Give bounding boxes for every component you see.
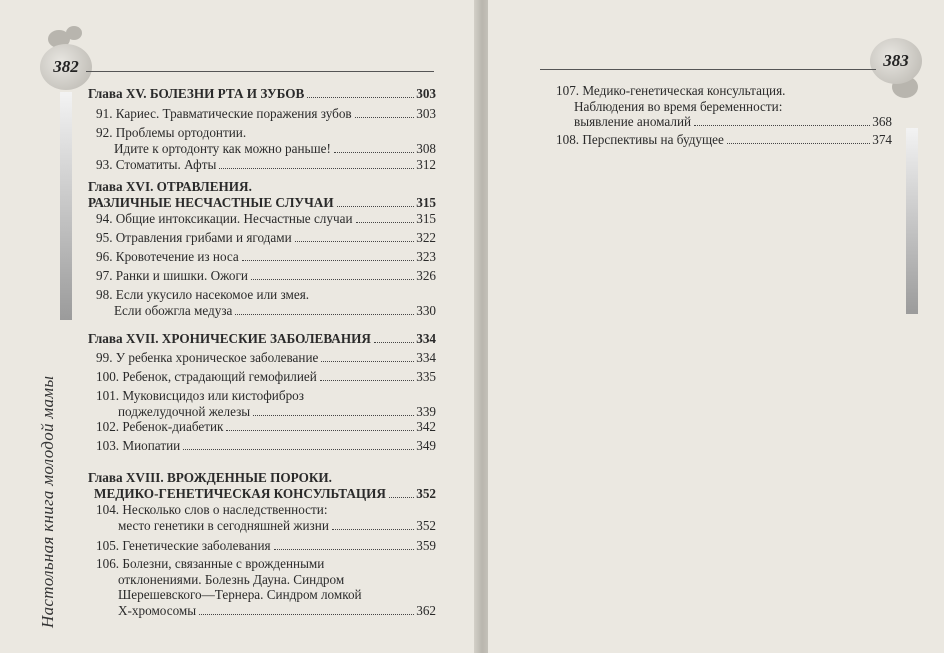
- toc-entry-title: 106. Болезни, связанные с врожденными: [96, 556, 325, 571]
- dot-leader: [321, 361, 414, 362]
- dot-leader: [274, 549, 415, 550]
- toc-entry-title: 95. Отравления грибами и ягодами: [96, 230, 292, 245]
- right-page: [488, 0, 944, 653]
- toc-section-entry: [96, 556, 436, 618]
- dot-leader: [251, 279, 414, 280]
- toc-entry-title: Х-хромосомы: [118, 602, 197, 618]
- toc-page-number: 339: [416, 403, 436, 419]
- toc-page-number: 312: [416, 157, 436, 172]
- dot-leader: [389, 497, 414, 498]
- toc-section-entry: [96, 230, 436, 246]
- toc-entry-title: 104. Несколько слов о наследственности:: [96, 502, 328, 517]
- toc-page-number: 342: [416, 419, 436, 434]
- toc-page-number: 326: [416, 268, 436, 283]
- toc-entry-title: МЕДИКО-ГЕНЕТИЧЕСКАЯ КОНСУЛЬТАЦИЯ: [94, 485, 386, 501]
- page-number: 383: [870, 38, 922, 84]
- toc-page-number: 322: [416, 230, 436, 245]
- toc-section-entry: [96, 268, 436, 284]
- toc-entry-title: место генетики в сегодняшней жизни: [118, 517, 329, 533]
- toc-entry-title: отклонениями. Болезнь Дауна. Синдром: [118, 571, 345, 587]
- toc-chapter-entry: [88, 331, 436, 347]
- toc-section-entry: [96, 157, 436, 173]
- toc-section-entry: [96, 106, 436, 122]
- toc-entry-title: Шерешевского—Тернера. Синдром ломкой: [118, 587, 362, 602]
- toc-section-entry: [556, 132, 892, 148]
- toc-section-entry: [96, 438, 436, 454]
- toc-entry-title: 96. Кровотечение из носа: [96, 249, 239, 264]
- toc-entry-title: 102. Ребенок-диабетик: [96, 419, 224, 434]
- toc-page-number: 303: [416, 86, 436, 101]
- toc-section-entry: [96, 502, 436, 533]
- toc-entry-title: 97. Ранки и шишки. Ожоги: [96, 268, 248, 283]
- toc-entry-title: поджелудочной железы: [118, 403, 251, 419]
- header-rule: [540, 69, 876, 70]
- dot-leader: [242, 260, 414, 261]
- toc-page-number: 303: [416, 106, 436, 121]
- dot-leader: [356, 222, 415, 223]
- page-number: 382: [40, 44, 92, 90]
- dot-leader: [332, 529, 414, 530]
- toc-section-entry: [96, 125, 436, 156]
- toc-page-number: 308: [416, 140, 436, 156]
- toc-entry-title: выявление аномалий: [574, 114, 692, 129]
- toc-section-entry: [96, 419, 436, 435]
- toc-section-entry: [556, 83, 892, 130]
- dot-leader: [183, 449, 414, 450]
- book-title-vertical: Настольная книга молодой мамы: [38, 375, 57, 628]
- side-gradient-bar: [60, 92, 72, 320]
- toc-entry-title: 103. Миопатии: [96, 438, 181, 453]
- toc-page-number: 334: [416, 350, 436, 365]
- toc-entry-title: 100. Ребенок, страдающий гемофилией: [96, 369, 317, 384]
- toc-page-number: 352: [416, 517, 436, 533]
- toc-page-number: 359: [416, 538, 436, 553]
- toc-section-entry: [96, 388, 436, 419]
- page-number-ornament: [66, 26, 82, 40]
- toc-page-number: 315: [416, 211, 436, 226]
- toc-page-number: 349: [416, 438, 436, 453]
- header-rule: [86, 71, 434, 72]
- toc-page-number: 334: [416, 331, 436, 346]
- dot-leader: [694, 125, 870, 126]
- toc-entry-title: Глава XVIII. ВРОЖДЕННЫЕ ПОРОКИ.: [88, 470, 332, 485]
- toc-entry-title: 98. Если укусило насекомое или змея.: [96, 287, 310, 302]
- toc-entry-title: 101. Муковисцидоз или кистофиброз: [96, 388, 304, 403]
- dot-leader: [374, 342, 414, 343]
- toc-entry-title: Идите к ортодонту как можно раньше!: [114, 140, 331, 156]
- toc-page-number: 362: [416, 602, 436, 618]
- toc-entry-title: РАЗЛИЧНЫЕ НЕСЧАСТНЫЕ СЛУЧАИ: [88, 194, 334, 210]
- toc-page-number: 374: [872, 132, 892, 147]
- toc-entry-title: 99. У ребенка хроническое заболевание: [96, 350, 319, 365]
- toc-page-number: 330: [416, 302, 436, 318]
- toc-entry-title: Если обожгла медуза: [114, 302, 233, 318]
- toc-entry-title: Глава XVI. ОТРАВЛЕНИЯ.: [88, 179, 252, 194]
- toc-page-number: 368: [872, 114, 892, 129]
- toc-section-entry: [96, 287, 436, 318]
- toc-chapter-entry: [88, 470, 436, 501]
- dot-leader: [320, 380, 414, 381]
- side-gradient-bar: [906, 128, 918, 314]
- toc-section-entry: [96, 538, 436, 554]
- toc-entry-title: Глава XV. БОЛЕЗНИ РТА И ЗУБОВ: [88, 86, 305, 101]
- dot-leader: [334, 152, 414, 153]
- dot-leader: [337, 206, 415, 207]
- toc-entry-title: 91. Кариес. Травматические поражения зубов: [96, 106, 352, 121]
- toc-page-number: 315: [416, 194, 436, 210]
- dot-leader: [226, 430, 414, 431]
- dot-leader: [727, 143, 870, 144]
- dot-leader: [235, 314, 414, 315]
- toc-entry-title: Наблюдения во время беременности:: [574, 98, 783, 114]
- toc-chapter-entry: [88, 179, 436, 210]
- toc-section-entry: [96, 350, 436, 366]
- toc-page-number: 352: [416, 485, 436, 501]
- toc-entry-title: 107. Медико-генетическая консультация.: [556, 83, 786, 98]
- toc-chapter-entry: [88, 86, 436, 102]
- toc-entry-title: 105. Генетические заболевания: [96, 538, 271, 553]
- toc-entry-title: 93. Стоматиты. Афты: [96, 157, 217, 172]
- dot-leader: [219, 168, 414, 169]
- toc-page-number: 335: [416, 369, 436, 384]
- toc-entry-title: 108. Перспективы на будущее: [556, 132, 724, 147]
- dot-leader: [295, 241, 415, 242]
- dot-leader: [253, 415, 414, 416]
- toc-section-entry: [96, 249, 436, 265]
- dot-leader: [199, 614, 414, 615]
- dot-leader: [307, 97, 414, 98]
- toc-entry-title: 94. Общие интоксикации. Несчастные случаи: [96, 211, 353, 226]
- toc-entry-title: Глава XVII. ХРОНИЧЕСКИЕ ЗАБОЛЕВАНИЯ: [88, 331, 371, 346]
- dot-leader: [355, 117, 415, 118]
- toc-page-number: 323: [416, 249, 436, 264]
- toc-section-entry: [96, 369, 436, 385]
- toc-section-entry: [96, 211, 436, 227]
- toc-entry-title: 92. Проблемы ортодонтии.: [96, 125, 247, 140]
